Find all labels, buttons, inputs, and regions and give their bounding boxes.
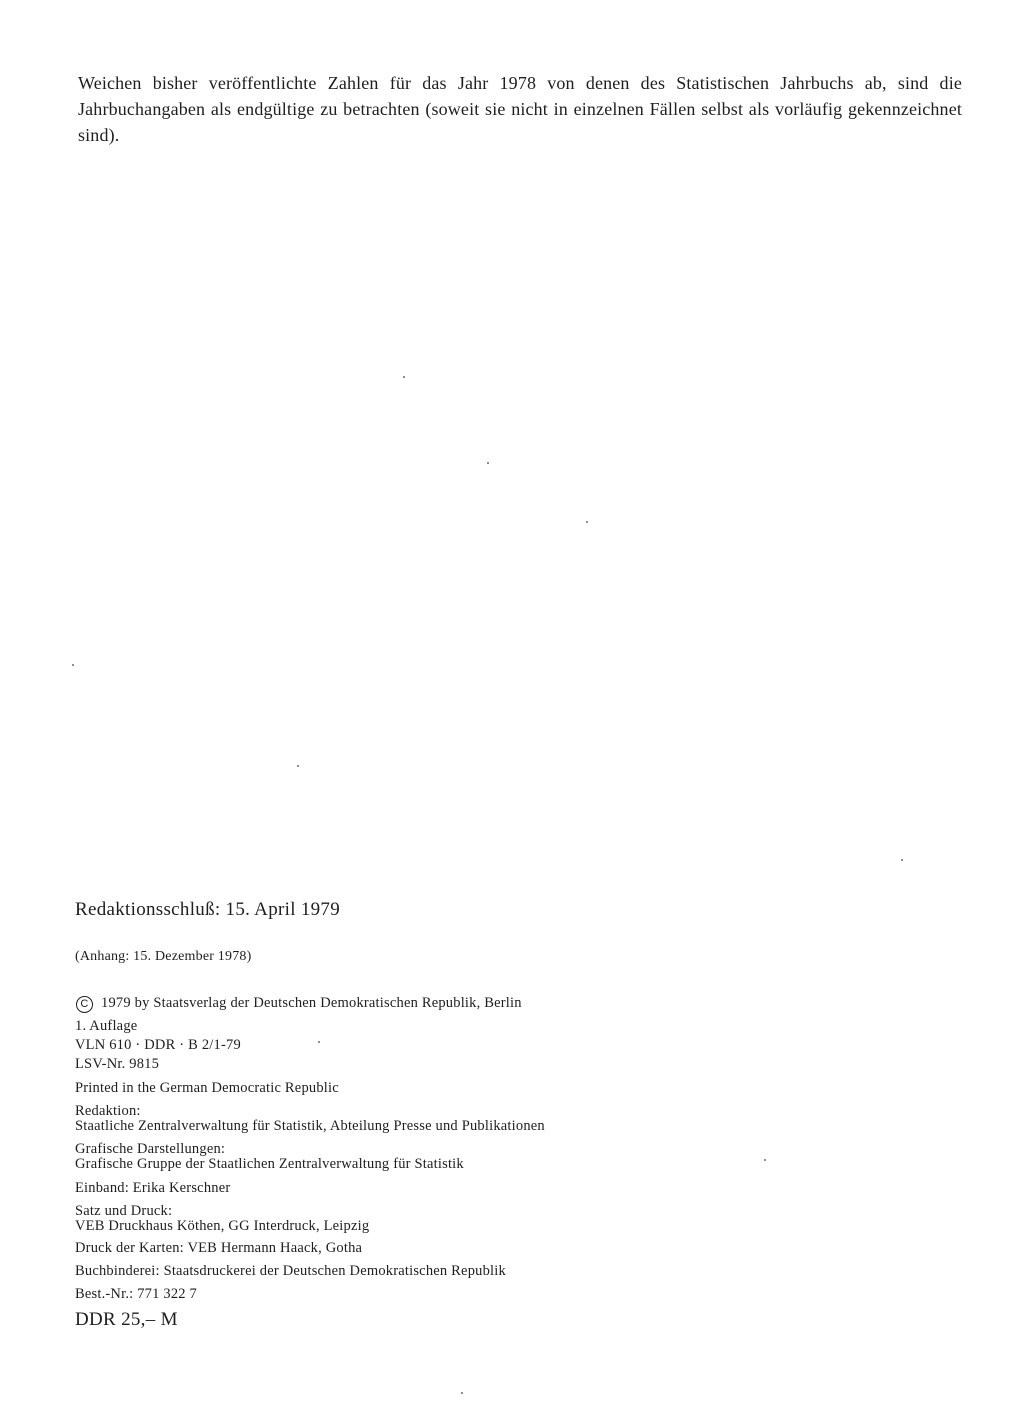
- copyright-line: [75, 994, 522, 1013]
- copyright-icon: C: [76, 996, 93, 1013]
- scan-speck: [403, 376, 405, 378]
- graphics-label: Grafische Darstellungen:: [75, 1141, 226, 1157]
- editorial-close-date: Redaktionsschluß: 15. April 1979: [75, 899, 341, 920]
- scan-speck: [901, 859, 903, 861]
- price: DDR 25,– M: [75, 1309, 178, 1330]
- bindery-credit: Buchbinderei: Staatsdruckerei der Deutschen Demokratischen Republik: [75, 1263, 506, 1279]
- appendix-date: (Anhang: 15. Dezember 1978): [75, 949, 252, 964]
- printed-in: Printed in the German Democratic Republic: [75, 1080, 339, 1096]
- scan-speck: [586, 521, 588, 523]
- lsv-number: LSV-Nr. 9815: [75, 1056, 160, 1072]
- typesetting-value: VEB Druckhaus Köthen, GG Interdruck, Leipzig: [75, 1218, 370, 1234]
- scan-speck: [72, 664, 74, 666]
- typesetting-label: Satz und Druck:: [75, 1203, 173, 1219]
- vln-number: VLN 610 · DDR · B 2/1-79: [75, 1037, 241, 1053]
- maps-print-credit: Druck der Karten: VEB Hermann Haack, Gotha: [75, 1240, 363, 1256]
- scan-speck: [461, 1392, 463, 1394]
- editorial-label: Redaktion:: [75, 1103, 141, 1119]
- binding-credit: Einband: Erika Kerschner: [75, 1180, 231, 1196]
- copyright-text: 1979 by Staatsverlag der Deutschen Demokratischen Republik, Berlin: [101, 995, 522, 1011]
- scan-speck: [318, 1041, 320, 1043]
- edition: 1. Auflage: [75, 1018, 138, 1034]
- scan-speck: [297, 765, 299, 767]
- scan-speck: [487, 462, 489, 464]
- order-number: Best.-Nr.: 771 322 7: [75, 1286, 198, 1302]
- scan-speck: [764, 1159, 766, 1161]
- preliminary-data-notice: Weichen bisher veröffentlichte Zahlen für das Jahr 1978 von denen des Statistischen Jahrbuchs ab, sind die Jahrbuchangaben als endgültige zu betrachten (soweit sie nicht in einzelnen Fällen selbst als vorläufig gekennzeichnet sind).: [78, 73, 962, 145]
- editorial-value: Staatliche Zentralverwaltung für Statistik, Abteilung Presse und Publikationen: [75, 1118, 545, 1134]
- graphics-value: Grafische Gruppe der Staatlichen Zentralverwaltung für Statistik: [75, 1156, 464, 1172]
